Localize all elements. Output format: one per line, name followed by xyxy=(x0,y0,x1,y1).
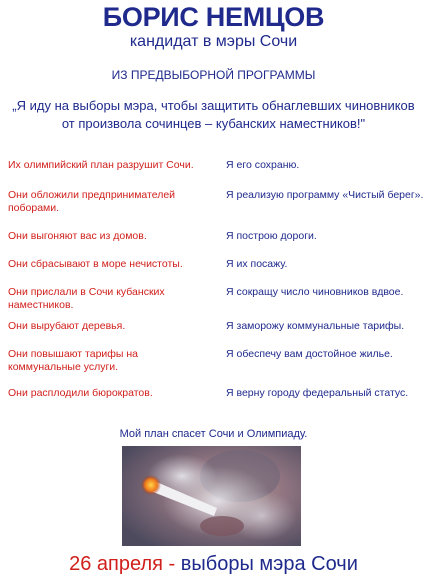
plan-statement: Мой план спасет Сочи и Олимпиаду. xyxy=(119,428,308,440)
quote-line-1: „Я иду на выборы мэра, чтобы защитить обнаглевших чиновников xyxy=(12,98,415,113)
row-right-3: Я построю дороги. xyxy=(226,230,317,242)
photo-illustration xyxy=(122,446,301,546)
row-right-8: Я верну городу федеральный статус. xyxy=(226,387,409,399)
candidate-subtitle: кандидат в мэры Сочи xyxy=(129,33,298,50)
campaign-quote xyxy=(4,97,423,133)
row-left-6: Они вырубают деревья. xyxy=(8,320,126,332)
row-left-3: Они выгоняют вас из домов. xyxy=(8,230,147,242)
row-right-7: Я обеспечу вам достойное жилье. xyxy=(226,348,393,360)
row-left-2: Они обложили предпринимателей поборами. xyxy=(8,189,176,214)
row-right-2: Я реализую программу «Чистый берег». xyxy=(226,189,424,201)
election-event: выборы мэра Сочи xyxy=(180,553,358,575)
quote-line-2: от произвола сочинцев – кубанских наместников!" xyxy=(61,116,366,131)
row-left-1: Их олимпийский план разрушит Сочи. xyxy=(8,159,194,171)
footer-dash: - xyxy=(162,553,181,575)
election-footer xyxy=(0,553,427,576)
row-left-8: Они расплодили бюрократов. xyxy=(8,387,153,399)
election-date: 26 апреля xyxy=(69,553,163,575)
page-title: БОРИС НЕМЦОВ xyxy=(102,2,325,32)
row-left-7: Они повышают тарифы на коммунальные услуги. xyxy=(8,348,139,373)
program-heading: ИЗ ПРЕДВЫБОРНОЙ ПРОГРАММЫ xyxy=(111,68,316,82)
row-right-5: Я сокращу число чиновников вдвое. xyxy=(226,286,404,298)
row-left-4: Они сбрасывают в море нечистоты. xyxy=(8,258,183,270)
smoking-photo xyxy=(122,446,301,546)
row-left-5: Они прислали в Сочи кубанских наместников. xyxy=(8,286,165,311)
row-right-1: Я его сохраню. xyxy=(226,159,300,171)
row-right-4: Я их посажу. xyxy=(226,258,288,270)
row-right-6: Я заморожу коммунальные тарифы. xyxy=(226,320,405,332)
